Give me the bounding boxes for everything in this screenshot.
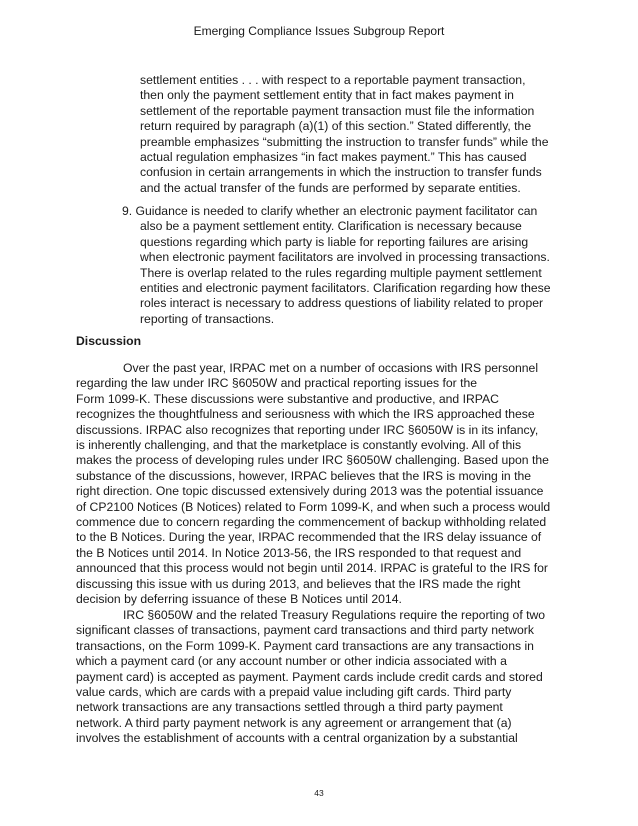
text-line: and the actual transfer of the funds are performed by separate entities. (140, 180, 521, 195)
quoted-regulation-block (140, 73, 590, 196)
text-line: which a payment card (or any account number or other indicia associated with a (76, 654, 507, 669)
text-line: to the B Notices. During the year, IRPAC recommended that the IRS delay issuance of (76, 530, 542, 545)
text-line: substance of the discussions, however, IRPAC believes that the IRS is moving in the (76, 468, 532, 483)
text-line: recognizes the thoughtfulness and seriousness with which the IRS approached these (76, 407, 535, 422)
text-line: regarding the law under IRC §6050W and practical reporting issues for the (76, 376, 478, 391)
text-line: settlement entities . . . with respect to a reportable payment transaction, (140, 73, 526, 87)
text-line: makes the process of developing rules under IRC §6050W challenging. Based upon the (76, 453, 549, 468)
text-line: transactions, on the Form 1099-K. Payment card transactions are any transactions in (76, 638, 534, 653)
text-line: confusion in certain arrangements in which the instruction to transfer funds (140, 165, 542, 180)
text-line: value cards, which are cards with a prepaid value including gift cards. Third party (76, 685, 512, 700)
text-line: of CP2100 Notices (B Notices) related to Form 1099-K, and when such a process would (76, 499, 551, 514)
text-line: network transactions are any transactions settled through a third party payment (76, 700, 503, 715)
text-line: right direction. One topic discussed extensively during 2013 was the potential issuance (76, 484, 544, 499)
text-line: return required by paragraph (a)(1) of this section.” Stated differently, the (140, 119, 532, 134)
text-line: reporting of transactions. (140, 311, 275, 326)
text-line: IRC §6050W and the related Treasury Regulations require the reporting of two (123, 608, 546, 622)
page-number: 43 (314, 788, 324, 798)
text-line: when electronic payment facilitators are involved in processing transactions. (140, 250, 550, 265)
text-line: is inherently challenging, and that the marketplace is constantly evolving. All of this (76, 438, 522, 453)
text-line: involves the establishment of accounts with a central organization by a substantial (76, 731, 518, 746)
text-line: settlement of the reportable payment transaction must file the information (140, 103, 535, 118)
text-line: also be a payment settlement entity. Clarification is necessary because (140, 219, 522, 234)
text-line: decision by deferring issuance of these B Notices until 2014. (76, 592, 402, 607)
text-line: commence due to concern regarding the commencement of backup withholding related (76, 515, 547, 530)
text-line: There is overlap related to the rules regarding multiple payment settlement (140, 265, 542, 280)
text-line: entities and electronic payment facilitators. Clarification regarding how these (140, 281, 551, 296)
text-line: the B Notices until 2014. In Notice 2013-56, the IRS responded to that request and (76, 545, 522, 560)
text-line: questions regarding which party is liable for reporting failures are arising (140, 234, 529, 249)
running-header: Emerging Compliance Issues Subgroup Report (193, 24, 445, 38)
text-line: 9. Guidance is needed to clarify whether an electronic payment facilitator can (122, 204, 538, 218)
text-line: actual regulation emphasizes “in fact makes payment.” This has caused (140, 150, 527, 165)
text-line: announced that this process would not begin until 2014. IRPAC is grateful to the IRS for (76, 561, 548, 576)
text-line: Form 1099-K. These discussions were substantive and productive, and IRPAC (76, 391, 499, 406)
text-line: preamble emphasizes “submitting the instruction to transfer funds” while the (140, 134, 549, 149)
text-line: roles interact is necessary to address questions of liability related to proper (140, 296, 544, 311)
text-line: then only the payment settlement entity that in fact makes payment in (140, 88, 514, 103)
text-line: network. A third party payment network is any agreement or arrangement that (a) (76, 715, 512, 730)
discussion-paragraph-1 (76, 361, 596, 608)
text-line: discussions. IRPAC also recognizes that reporting under IRC §6050W is in its infancy, (76, 422, 539, 437)
text-line: discussing this issue with us during 2013, and believes that the IRS made the right (76, 576, 521, 591)
discussion-paragraph-2 (76, 608, 596, 747)
section-heading-discussion: Discussion (76, 334, 142, 348)
text-line: payment card) is accepted as payment. Payment cards include credit cards and stored (76, 669, 543, 684)
text-line: significant classes of transactions, payment card transactions and third party network (76, 623, 534, 638)
numbered-item-9 (122, 204, 590, 327)
text-line: Over the past year, IRPAC met on a number of occasions with IRS personnel (123, 361, 539, 375)
